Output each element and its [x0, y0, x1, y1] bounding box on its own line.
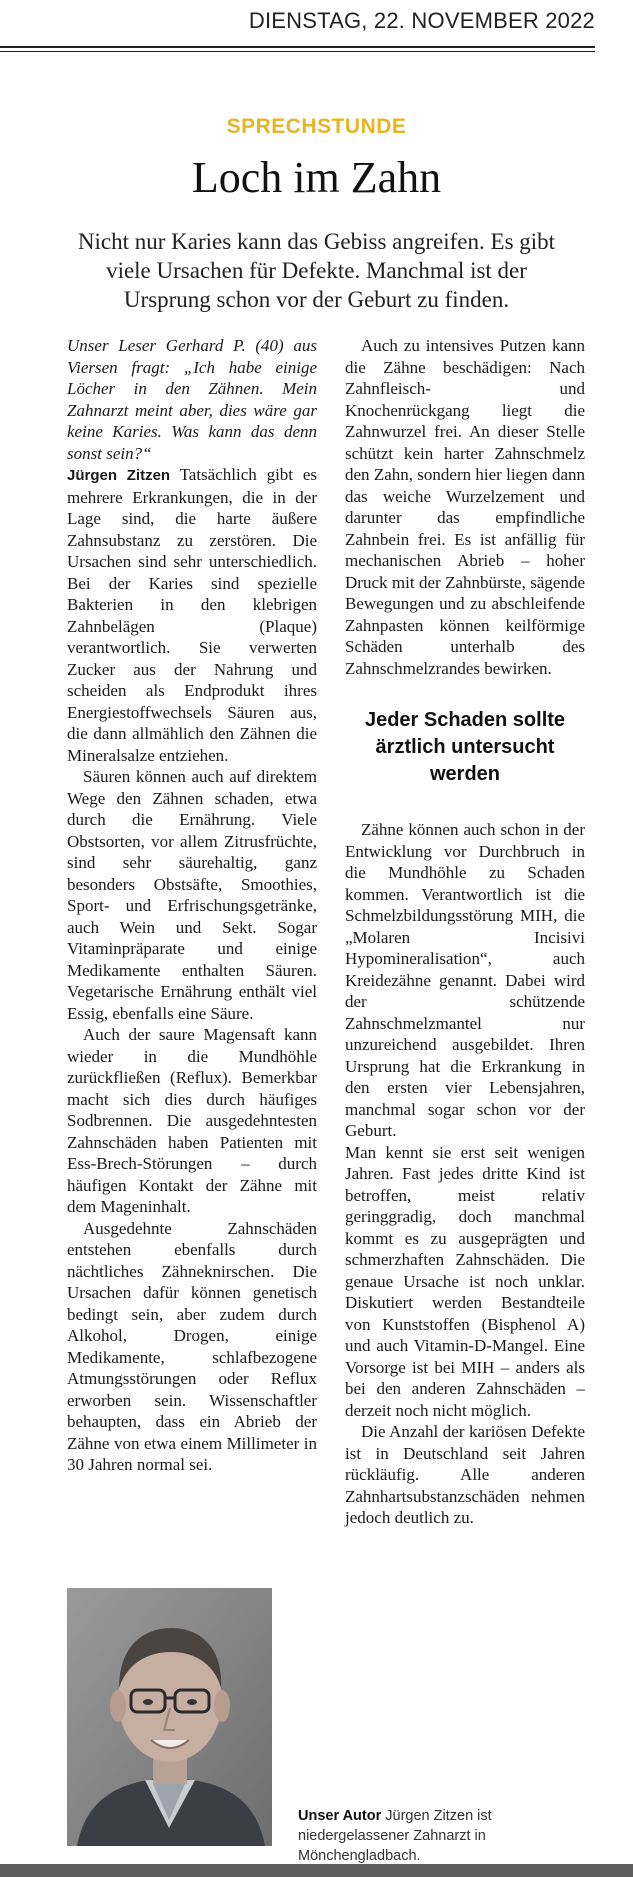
caption-text: Jürgen Zitzen ist niedergelassener Zahnarzt in Mönchengladbach. — [298, 1808, 492, 1864]
paragraph: Man kennt sie erst seit wenigen Jahren. Fast jedes dritte Kind ist betroffen, meist relativ geringgradig, doch manchmal kommt es zu ausgeprägten und schmerzhaften Zahnschäden. Die genaue Ursache ist noch unklar. Diskutiert werden Bestandteile von Kunststoffen (Bisphenol A) und auch Vitamin-D-Mangel. Eine Vorsorge ist bei MIH – anders als bei den anderen Zahnschäden – derzeit noch nicht möglich. — [345, 1142, 585, 1420]
paragraph: Säuren können auch auf direktem Wege den Zähnen schaden, etwa durch die Ernährung. Viele Obstsorten, vor allem Zitrusfrüchte, sind sehr säurehaltig, ganz besonders Obstsäfte, Smoothies, Sport- und Erfrischungsgetränke, auch Wein und Sekt. Sogar Vitaminpräparate und einige Medikamente enthalten Säuren. Vegetarische Ernährung enthält viel Essig, ebenfalls eine Säure. — [67, 767, 317, 1023]
article-column-2 — [345, 335, 585, 1529]
article-subhead: Jeder Schaden sollte ärztlich untersucht werden — [364, 709, 566, 785]
masthead-rule-thick — [0, 46, 595, 48]
masthead — [0, 0, 595, 56]
caption-label: Unser Autor — [298, 1808, 382, 1824]
author-photo — [67, 1588, 272, 1846]
paragraph: Die Anzahl der kariösen Defekte ist in Deutschland seit Jahren rückläufig. Alle anderen Zahnhartsubstanzschäden nehmen jedoch deutlich zu. — [345, 1422, 585, 1527]
paragraph-text: Tatsächlich gibt es mehrere Erkrankungen, die in der Lage sind, die harte äußere Zahnsubstanz zu zerstören. Die Ursachen sind sehr unterschiedlich. Bei der Karies sind spezielle Bakterien in den klebrigen Zahnbelägen (Plaque) verantwortlich. Sie verwerten Zucker aus der Nahrung und scheiden als Endprodukt ihres Energiestoffwechsels Säuren aus, die dann allmählich den Zähnen die Mineralsalze entziehen. — [67, 465, 317, 765]
article-intro: Nicht nur Karies kann das Gebiss angreifen. Es gibt viele Ursachen für Defekte. Manchmal ist der Ursprung schon vor der Geburt zu finden. — [77, 229, 556, 312]
dateline: DIENSTAG, 22. NOVEMBER 2022 — [248, 8, 595, 33]
article-headline: Loch im Zahn — [191, 153, 442, 202]
article-column-1 — [67, 335, 317, 1476]
author-name: Jürgen Zitzen — [67, 467, 171, 484]
paragraph: Zähne können auch schon in der Entwicklung vor Durchbruch in die Mundhöhle zu Schaden kommen. Verantwortlich ist die Schmelzbildungsstörung MIH, die „Molaren Incisivi Hypomineralisation“, auch Kreidezähne genannt. Dabei wird der schützende Zahnschmelzmantel nur unzureichend ausgebildet. Ihren Ursprung hat die Erkrankung in den ersten vier Lebensjahren, manchmal sogar schon vor der Geburt. — [345, 820, 585, 1140]
masthead-rule-thin — [0, 51, 595, 52]
paragraph: Ausgedehnte Zahnschäden entstehen ebenfalls durch nächtliches Zähneknirschen. Die Ursachen dafür können genetisch bedingt sein, aber zudem durch Alkohol, Drogen, einige Medikamente, schlafbezogene Atmungsstörungen oder Reflux erworben sein. Wissenschaftler behaupten, dass ein Abrieb der Zähne von etwa einem Millimeter in 30 Jahren normal sei. — [67, 1218, 317, 1474]
paragraph: Auch zu intensives Putzen kann die Zähne beschädigen: Nach Zahnfleisch- und Knochenrückgang liegt die Zahnwurzel frei. An dieser Stelle schützt kein harter Zahnschmelz den Zahn, sondern hier liegen dann das weiche Wurzelzement und darunter das empfindliche Zahnbein frei. Es ist anfällig für mechanischen Abrieb – hoher Druck mit der Zahnbürste, sägende Bewegungen und zu abschleifende Zahnpasten können keilförmige Schäden unterhalb des Zahnschmelzrandes bewirken. — [345, 336, 585, 678]
paragraph — [67, 464, 317, 766]
footer-bar — [0, 1864, 633, 1877]
reader-question: Unser Leser Gerhard P. (40) aus Viersen fragt: „Ich habe einige Löcher in den Zähnen. Mein Zahnarzt meint aber, dies wäre gar keine Karies. Was kann das denn sonst sein?“ — [67, 336, 317, 463]
photo-caption — [298, 1806, 598, 1866]
author-portrait-illustration — [67, 1588, 272, 1846]
article-kicker: SPRECHSTUNDE — [226, 115, 407, 138]
paragraph: Auch der saure Magensaft kann wieder in die Mundhöhle zurückfließen (Reflux). Bemerkbar macht sich dies durch häufiges Sodbrennen. Die ausgedehntesten Zahnschäden haben Patienten mit Ess-Brech-Störungen – durch häufigen Kontakt der Zähne mit dem Mageninhalt. — [67, 1025, 317, 1216]
